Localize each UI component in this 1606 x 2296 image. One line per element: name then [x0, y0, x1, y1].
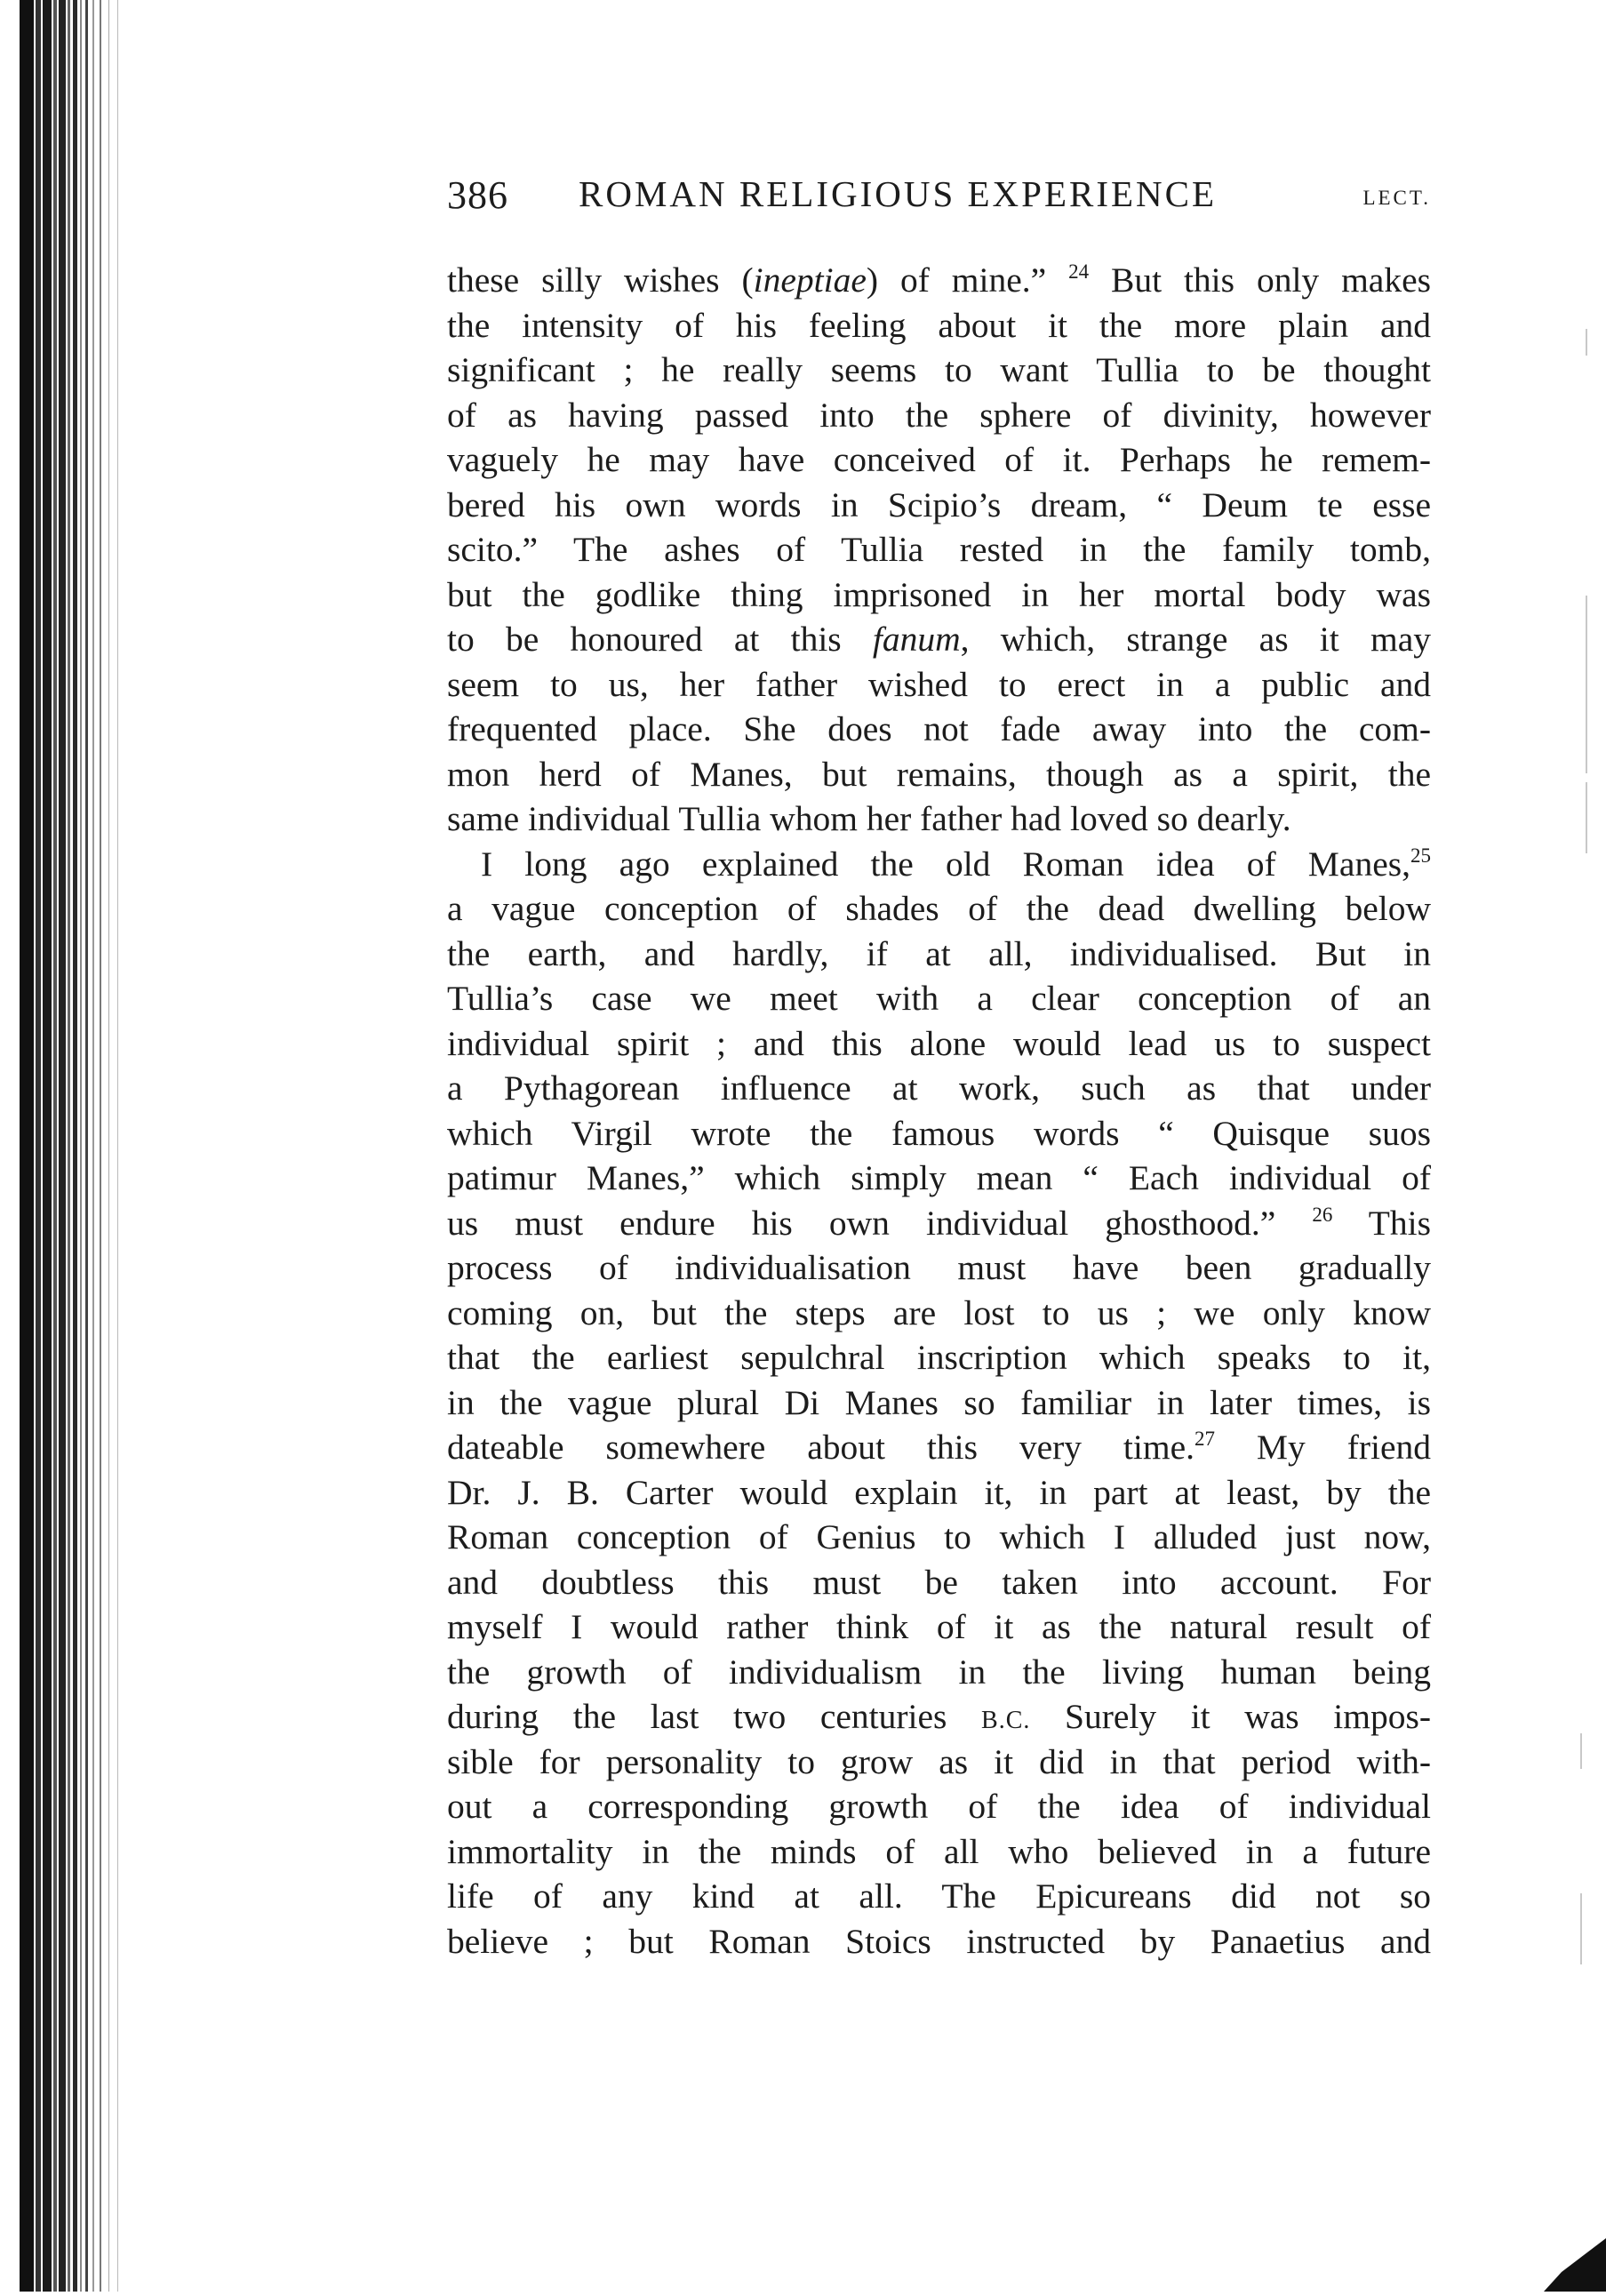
text-line — [447, 752, 1431, 797]
text-run: these silly wishes ( — [447, 260, 754, 300]
text-line — [447, 1245, 1431, 1291]
text-run: out a corresponding growth of the idea of individual — [447, 1787, 1431, 1826]
text-line — [447, 1604, 1431, 1650]
text-run: immortality in the minds of all who believed in a future — [447, 1831, 1431, 1871]
text-line — [447, 1784, 1431, 1829]
text-line — [447, 1650, 1431, 1695]
text-run: life of any kind at all. The Epicureans did not so — [447, 1876, 1431, 1916]
text-run: But this only makes — [1089, 260, 1431, 300]
page-number: 386 — [447, 173, 508, 217]
text-run: the intensity of his feeling about it the more plain and — [447, 305, 1431, 345]
margin-mark — [1580, 1733, 1582, 1769]
small-caps-abbrev: B.C. — [981, 1707, 1031, 1734]
text-line — [447, 303, 1431, 348]
text-run: scito.” The ashes of Tullia rested in the family tomb, — [447, 530, 1431, 569]
text-line — [447, 1515, 1431, 1560]
text-line — [447, 1380, 1431, 1426]
text-line — [447, 1335, 1431, 1380]
text-line — [447, 258, 1431, 303]
text-run: a Pythagorean influence at work, such as that under — [447, 1068, 1431, 1108]
text-run: but the godlike thing imprisoned in her mortal body was — [447, 574, 1431, 614]
text-run: sible for personality to grow as it did in that period with- — [447, 1741, 1431, 1781]
text-line — [447, 796, 1431, 842]
margin-mark — [1586, 782, 1587, 853]
footnote-ref: 24 — [1068, 260, 1090, 283]
margin-mark — [1586, 596, 1587, 773]
text-line — [447, 932, 1431, 977]
italic-term: ineptiae — [753, 260, 867, 300]
text-line — [447, 1425, 1431, 1470]
text-run: which Virgil wrote the famous words “ Quisque suos — [447, 1113, 1431, 1153]
binding-shadow-graphic — [0, 0, 133, 2292]
text-line — [447, 1919, 1431, 1964]
margin-mark — [1580, 1893, 1582, 1964]
text-line — [447, 393, 1431, 438]
section-label: LECT. — [1362, 187, 1431, 209]
text-line — [447, 976, 1431, 1021]
text-line — [447, 1291, 1431, 1336]
page-header — [447, 172, 1431, 226]
italic-term: fanum — [872, 620, 961, 659]
text-run: in the vague plural Di Manes so familiar in later times, is — [447, 1382, 1431, 1422]
text-line — [447, 1829, 1431, 1875]
text-line — [447, 1470, 1431, 1516]
text-run: that the earliest sepulchral inscription which speaks to it, — [447, 1338, 1431, 1377]
text-line — [447, 1156, 1431, 1201]
footnote-ref: 26 — [1312, 1203, 1333, 1226]
text-run: same individual Tullia whom her father had loved so dearly. — [447, 799, 1291, 838]
text-line — [447, 662, 1431, 708]
text-run: Surely it was impos- — [1030, 1697, 1431, 1736]
text-line — [447, 348, 1431, 393]
text-run: Roman conception of Genius to which I alluded just now, — [447, 1517, 1431, 1556]
text-run: the growth of individualism in the living human being — [447, 1652, 1431, 1692]
text-line — [447, 617, 1431, 662]
text-run: significant ; he really seems to want Tullia to be thought — [447, 350, 1431, 389]
text-run: dateable somewhere about this very time. — [447, 1428, 1195, 1467]
text-run: , which, strange as it may — [960, 620, 1431, 659]
text-line — [447, 1740, 1431, 1785]
book-binding-edge — [0, 0, 133, 2292]
text-run: and doubtless this must be taken into account. For — [447, 1562, 1431, 1602]
footnote-ref: 27 — [1195, 1428, 1216, 1450]
text-run: frequented place. She does not fade away into the com- — [447, 709, 1431, 748]
text-run: of as having passed into the sphere of divinity, however — [447, 395, 1431, 435]
text-line — [447, 1694, 1431, 1740]
text-run: the earth, and hardly, if at all, individualised. But in — [447, 933, 1431, 973]
text-run: mon herd of Manes, but remains, though as a spirit, the — [447, 754, 1431, 794]
text-run: My friend — [1215, 1428, 1432, 1467]
text-line — [447, 572, 1431, 618]
text-line — [447, 1560, 1431, 1605]
text-run: process of individualisation must have been gradually — [447, 1248, 1431, 1287]
text-run: patimur Manes,” which simply mean “ Each individual of — [447, 1158, 1431, 1197]
footnote-ref: 25 — [1410, 844, 1431, 867]
text-line — [447, 1066, 1431, 1111]
text-run: individual spirit ; and this alone would lead us to suspect — [447, 1023, 1431, 1063]
text-run: ) of mine.” — [866, 260, 1069, 300]
text-run: a vague conception of shades of the dead dwelling below — [447, 889, 1431, 928]
text-line — [447, 842, 1431, 887]
text-run: bered his own words in Scipio’s dream, “ Deum te esse — [447, 484, 1431, 524]
running-title: ROMAN RELIGIOUS EXPERIENCE — [579, 173, 1218, 214]
body-text — [447, 258, 1431, 1964]
margin-mark — [1586, 329, 1587, 356]
text-run: I long ago explained the old Roman idea of Manes, — [481, 844, 1410, 884]
text-line — [447, 483, 1431, 528]
text-line — [447, 707, 1431, 752]
text-line — [447, 1201, 1431, 1246]
text-run: seem to us, her father wished to erect in a public and — [447, 664, 1431, 704]
corner-shadow-graphic — [1544, 2238, 1606, 2292]
text-line — [447, 886, 1431, 932]
text-run: us must endure his own individual ghosthood.” — [447, 1203, 1313, 1243]
text-run: during the last two centuries — [447, 1697, 982, 1736]
text-run: Tullia’s case we meet with a clear conception of an — [447, 979, 1431, 1018]
text-run: believe ; but Roman Stoics instructed by Panaetius and — [447, 1921, 1431, 1961]
text-run: vaguely he may have conceived of it. Perhaps he remem- — [447, 440, 1431, 479]
text-run: Dr. J. B. Carter would explain it, in part at least, by the — [447, 1472, 1431, 1512]
text-run: myself I would rather think of it as the natural result of — [447, 1607, 1431, 1646]
text-line — [447, 527, 1431, 572]
text-run: coming on, but the steps are lost to us ; we only know — [447, 1292, 1431, 1332]
text-run: This — [1332, 1203, 1431, 1243]
text-line — [447, 437, 1431, 483]
text-run: to be honoured at this — [447, 620, 873, 659]
text-line — [447, 1111, 1431, 1156]
text-line — [447, 1021, 1431, 1067]
text-line — [447, 1874, 1431, 1919]
